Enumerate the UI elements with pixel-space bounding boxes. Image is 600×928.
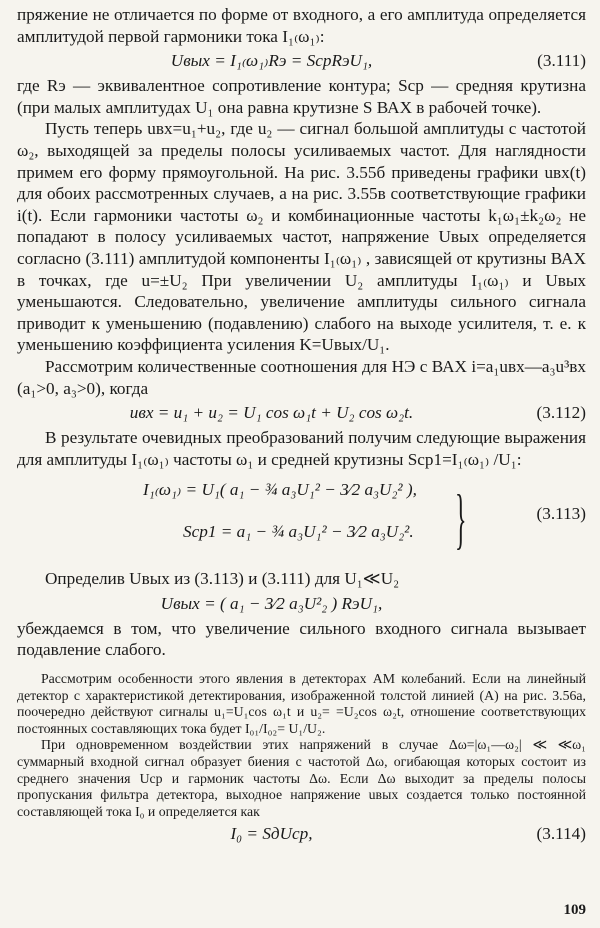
equation-number: (3.112) xyxy=(536,403,586,423)
small-paragraph-beats: При одновременном воздействии этих напряжений в случае Δω=|ω₁—ω₂| ≪ ≪ω₁ суммарный входной сигнал образует биения с частотой Δω, огибающая которых состоит из среднего значения Uср и гармоник частоты Δω. Если Δω выходит за пределы полосы пропускания фильтра детектора, выходное напряжение uвых создается только постоянной составляющей тока I₀ и определяется как xyxy=(17,737,586,819)
equation-3-114 xyxy=(17,820,586,848)
equation-body: Uвых = ( a₁ − 3⁄2 a₃U²₂ ) RэU₁, xyxy=(160,593,383,613)
paragraph-definitions: где Rэ — эквивалентное сопротивление контура; Sср — средняя крутизна (при малых амплитудах U₁ она равна крутизне S ВАХ в рабочей точке). xyxy=(17,76,586,117)
equation-body: Uвых = I₁₍ω₁₎Rэ = SсрRэU₁, xyxy=(170,51,373,71)
equation-number: (3.111) xyxy=(537,51,586,71)
paragraph-transformations: В результате очевидных преобразований получим следующие выражения для амплитуды I₁₍ω₁₎ частоты ω₁ и средней крутизны Sср1=I₁₍ω₁₎ /U₁: xyxy=(17,428,586,469)
equation-number: (3.114) xyxy=(536,824,586,844)
paragraph-intro: пряжение не отличается по форме от входного, а его амплитуда определяется амплитудой первой гармоники тока I₁₍ω₁₎: xyxy=(17,5,586,46)
equation-line-1: I₁₍ω₁₎ = U₁( a₁ − ¾ a₃U₁² − 3⁄2 a₃U₂² ), xyxy=(143,480,417,500)
right-brace: } xyxy=(455,480,467,557)
paragraph-strong-signal: Пусть теперь uвх=u₁+u₂, где u₂ — сигнал большой амплитуды с частотой ω₂, выходящей за пределы полосы усиливаемых частот. Для наглядности примем его форму прямоугольной. На рис. 3.55б приведены графики uвх(t) для обоих рассмотренных случаев, а на рис. 3.55в соответствующие графики i(t). Если гармоники частоты ω₂ и комбинационные частоты k₁ω₁±k₂ω₂ не попадают в полосу усиливаемых частот, напряжение Uвых определяется согласно (3.111) амплитудой компоненты I₁₍ω₁₎ , зависящей от крутизны ВАХ в точках, где u=±U₂ При увеличении U₂ амплитуды I₁₍ω₁₎ и Uвых уменьшаются. Следовательно, увеличение амплитуды сильного сигнала приводит к уменьшению (подавлению) слабого на выходе усилителя, т. е. к уменьшению коэффициента усиления K=Uвых/U₁. xyxy=(17,119,586,355)
equation-3-113 xyxy=(17,476,586,564)
equation-output xyxy=(17,590,586,618)
equation-number: (3.113) xyxy=(536,504,586,524)
page-number: 109 xyxy=(563,902,586,918)
equation-body: I₀ = SдUср, xyxy=(230,824,313,844)
paragraph-vax: Рассмотрим количественные соотношения для НЭ с ВАХ i=a₁uвх—a₃u³вх (a₁>0, a₃>0), когда xyxy=(17,356,586,398)
equation-body: uвх = u₁ + u₂ = U₁ cos ω₁t + U₂ cos ω₂t. xyxy=(129,403,414,423)
equation-3-111 xyxy=(17,47,586,75)
equation-3-112 xyxy=(17,399,586,427)
paragraph-conclusion: убеждаемся в том, что увеличение сильного входного сигнала вызывает подавление слабого. xyxy=(17,618,586,660)
equation-line-2: Sср1 = a₁ − ¾ a₃U₁² − 3⁄2 a₃U₂². xyxy=(183,522,414,542)
small-paragraph-detectors: Рассмотрим особенности этого явления в детекторах АМ колебаний. Если на линейный детектор с характеристикой детектирования, изображенной толстой линией (А) на рис. 3.56а, поочередно действуют сигналы u₁=U₁cos ω₁t и u₂= =U₂cos ω₂t, отношение соответствующих постоянных составляющих тока будет I₀₁/I₀₂= U₁/U₂. xyxy=(17,671,586,736)
paragraph-determine: Определив Uвых из (3.113) и (3.111) для U₁≪U₂ xyxy=(45,569,400,589)
